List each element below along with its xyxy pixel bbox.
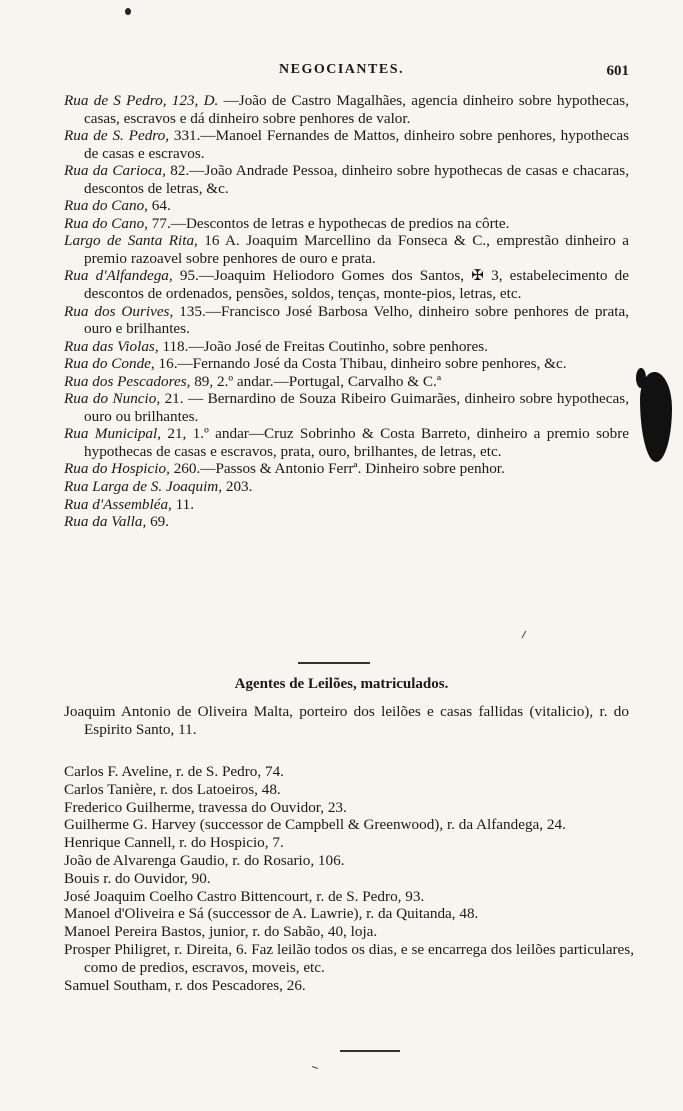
street-address: Rua do Cano, [64, 214, 148, 232]
lender-entry [64, 267, 629, 302]
agent-entry: Carlos Tanière, r. dos Latoeiros, 48. [64, 780, 281, 798]
ink-blot-small [636, 368, 646, 388]
agent-entry: Carlos F. Aveline, r. de S. Pedro, 74. [64, 763, 284, 780]
lender-entry [64, 303, 629, 338]
lender-entry [64, 355, 629, 373]
bottom-divider [340, 1050, 400, 1052]
ink-blot [640, 372, 672, 462]
agent-entry: João de Alvarenga Gaudio, r. do Rosario, 106. [64, 851, 345, 869]
entry-description: 11. [171, 495, 195, 513]
street-address: Rua Municipal, [64, 425, 162, 443]
entry-description: 82.—João Andrade Pessoa, dinheiro sobre hypothecas de casas e chacaras, descontos de letras, &c. [84, 162, 629, 197]
street-address: Rua do Nuncio, [64, 390, 161, 408]
street-address: Rua de S Pedro, 123, D. [64, 92, 219, 109]
lender-entry [64, 92, 629, 127]
page-header [0, 62, 683, 84]
lender-entry [64, 127, 629, 162]
lender-entry [64, 232, 629, 267]
agent-entry: Manoel d'Oliveira e Sá (successor de A. Lawrie), r. da Quitanda, 48. [64, 905, 479, 923]
agent-entry: Joaquim Antonio de Oliveira Malta, porteiro dos leilões e casas fallidas (vitalicio), r. do Espirito Santo, 11. [64, 703, 629, 738]
entry-description: 16 A. Joaquim Marcellino da Fonseca & C., emprestão dinheiro a premio razoavel sobre penhores de ouro e prata. [84, 232, 629, 267]
lender-entry [64, 425, 629, 460]
lender-entry [64, 478, 629, 496]
entry-description: 95.—Joaquim Heliodoro Gomes dos Santos, ✠ 3, estabelecimento de descontos de ordenados, pensões, soldos, tenças, monte-pios, letras, etc. [84, 267, 629, 303]
lender-entry [64, 215, 629, 233]
entry-description: 135.—Francisco José Barbosa Velho, dinheiro sobre penhores de prata, ouro e brilhantes. [84, 302, 629, 338]
entry-description: 260.—Passos & Antonio Ferrª. Dinheiro sobre penhor. [169, 460, 505, 478]
page-number: 601 [606, 63, 629, 79]
entry-description: 203. [222, 478, 253, 496]
page-title: NEGOCIANTES. [279, 62, 404, 77]
lenders-list [64, 92, 629, 531]
street-address: Rua d'Assembléa, [64, 495, 172, 513]
entry-description: 118.—João José de Freitas Coutinho, sobre penhores. [158, 337, 488, 355]
street-address: Rua das Violas, [64, 337, 159, 355]
entry-description: —João de Castro Magalhães, agencia dinheiro sobre hypothecas, casas, escravos e dá dinheiro sobre penhores de valor. [84, 92, 629, 127]
section-title: Agentes de Leilões, matriculados. [234, 676, 449, 692]
entry-description: 331.—Manoel Fernandes de Mattos, dinheiro sobre penhores, hypothecas de casas e escravos. [84, 127, 629, 162]
entry-description: 64. [147, 197, 171, 215]
entry-description: 21. — Bernardino de Souza Ribeiro Guimarães, dinheiro sobre hypothecas, ouro ou brilhantes. [84, 390, 629, 425]
street-address: Rua Larga de S. Joaquim, [64, 478, 223, 496]
street-address: Rua do Cano, [64, 197, 148, 215]
street-address: Rua dos Pescadores, [64, 372, 191, 390]
agent-entry: Guilherme G. Harvey (successor de Campbell & Greenwood), r. da Alfandega, 24. [64, 816, 566, 834]
street-address: Rua dos Ourives, [64, 302, 174, 320]
pencil-mark [521, 631, 531, 641]
street-address: Rua da Carioca, [64, 162, 166, 180]
agent-entry: Samuel Southam, r. dos Pescadores, 26. [64, 976, 306, 994]
street-address: Rua d'Alfandega, [64, 267, 173, 285]
street-address: Rua de S. Pedro, [64, 127, 170, 145]
entry-description: 77.—Descontos de letras e hypothecas de predios na côrte. [147, 214, 510, 232]
entry-description: 16.—Fernando José da Costa Thibau, dinheiro sobre penhores, &c. [154, 355, 567, 373]
entry-description: 89, 2.º andar.—Portugal, Carvalho & C.ª [190, 372, 442, 390]
agent-entry: Bouis r. do Ouvidor, 90. [64, 869, 211, 887]
lender-entry [64, 197, 629, 215]
agent-entry: Frederico Guilherme, travessa do Ouvidor, 23. [64, 798, 347, 816]
agents-main-list [64, 703, 629, 738]
street-address: Rua da Valla, [64, 513, 147, 531]
agent-entry: José Joaquim Coelho Castro Bittencourt, r. de S. Pedro, 93. [64, 887, 425, 905]
lender-entry [64, 513, 629, 531]
lender-entry [64, 460, 629, 478]
agent-entry: Manoel Pereira Bastos, junior, r. do Sabão, 40, loja. [64, 923, 378, 941]
agents-list [64, 763, 634, 994]
ink-dot [125, 8, 131, 15]
street-address: Largo de Santa Rita, [64, 232, 198, 250]
lender-entry [64, 338, 629, 356]
lender-entry [64, 373, 629, 391]
agent-entry: Henrique Cannell, r. do Hospicio, 7. [64, 834, 284, 852]
street-address: Rua do Hospicio, [64, 460, 170, 478]
lender-entry [64, 162, 629, 197]
street-address: Rua do Conde, [64, 355, 155, 373]
agent-entry: Prosper Philigret, r. Direita, 6. Faz leilão todos os dias, e se encarrega dos leilões particulares, como de predios, escravos, moveis, etc. [64, 940, 634, 976]
pencil-mark-bottom [312, 1066, 318, 1069]
entry-description: 69. [146, 513, 170, 531]
entry-description: 21, 1.º andar—Cruz Sobrinho & Costa Barreto, dinheiro a premio sobre hypothecas de casas e escravos, prata, ouro, brilhantes, de letras, etc. [84, 425, 629, 460]
section-divider [298, 662, 370, 664]
lender-entry [64, 390, 629, 425]
lender-entry [64, 496, 629, 514]
